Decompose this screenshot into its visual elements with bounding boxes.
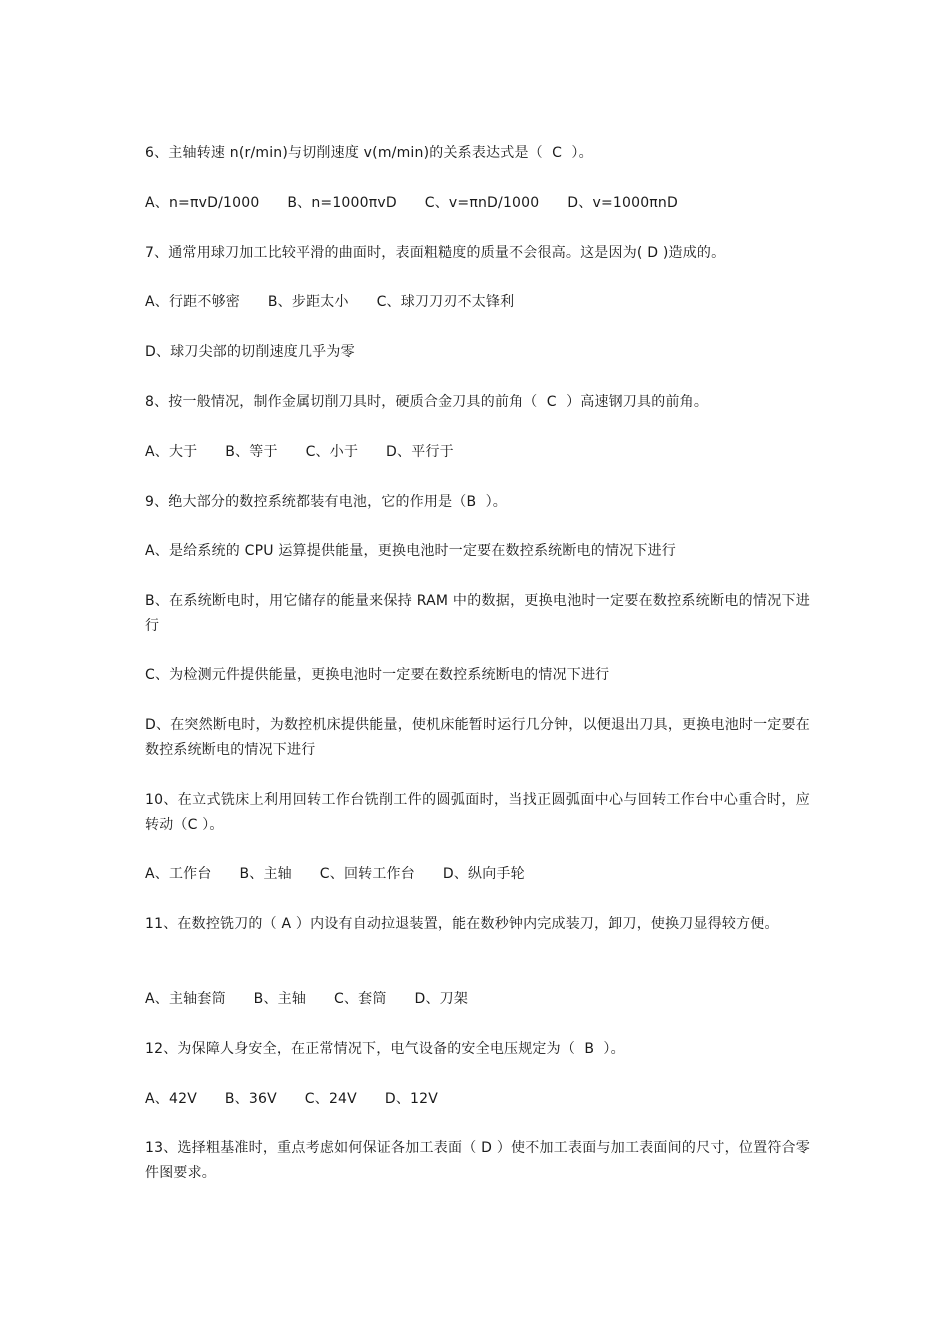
question-10: 10、在立式铣床上利用回转工作台铣削工件的圆弧面时，当找正圆弧面中心与回转工作台中心重合时，应转动（C ）。 bbox=[145, 792, 810, 833]
question-9-option-b: B、在系统断电时，用它储存的能量来保持 RAM 中的数据，更换电池时一定要在数控系统断电的情况下进行 bbox=[145, 593, 810, 634]
question-12: 12、为保障人身安全，在正常情况下，电气设备的安全电压规定为（ B ）。 bbox=[145, 1041, 625, 1057]
question-9-option-a: A、是给系统的 CPU 运算提供能量，更换电池时一定要在数控系统断电的情况下进行 bbox=[145, 543, 676, 559]
question-9-option-d: D、在突然断电时，为数控机床提供能量，使机床能暂时运行几分钟，以便退出刀具，更换电池时一定要在数控系统断电的情况下进行 bbox=[145, 717, 810, 758]
question-8: 8、按一般情况，制作金属切削刀具时，硬质合金刀具的前角（ C ）高速钢刀具的前角。 bbox=[145, 394, 709, 410]
question-7-option-d: D、球刀尖部的切削速度几乎为零 bbox=[145, 344, 355, 360]
question-9-option-c: C、为检测元件提供能量，更换电池时一定要在数控系统断电的情况下进行 bbox=[145, 667, 610, 683]
question-6: 6、主轴转速 n(r/min)与切削速度 v(m/min)的关系表达式是（ C ）。 bbox=[145, 145, 593, 161]
question-11-options: A、主轴套筒 B、主轴 C、套筒 D、刀架 bbox=[145, 991, 469, 1007]
question-6-options: A、n=πvD/1000 B、n=1000πvD C、v=πnD/1000 D、v=1000πnD bbox=[145, 195, 678, 211]
question-12-options: A、42V B、36V C、24V D、12V bbox=[145, 1091, 439, 1107]
question-10-options: A、工作台 B、主轴 C、回转工作台 D、纵向手轮 bbox=[145, 866, 525, 882]
question-11: 11、在数控铣刀的（ A ）内设有自动拉退装置，能在数秒钟内完成装刀，卸刀，使换刀显得较方便。 bbox=[145, 916, 779, 932]
question-8-options: A、大于 B、等于 C、小于 D、平行于 bbox=[145, 444, 454, 460]
question-7-options: A、行距不够密 B、步距太小 C、球刀刀刃不太锋利 bbox=[145, 294, 515, 310]
question-7: 7、通常用球刀加工比较平滑的曲面时，表面粗糙度的质量不会很高。这是因为( D )造成的。 bbox=[145, 245, 726, 261]
question-13: 13、选择粗基准时，重点考虑如何保证各加工表面（ D ）使不加工表面与加工表面间的尺寸，位置符合零件图要求。 bbox=[145, 1140, 810, 1181]
question-9: 9、绝大部分的数控系统都装有电池，它的作用是（B ）。 bbox=[145, 494, 508, 510]
